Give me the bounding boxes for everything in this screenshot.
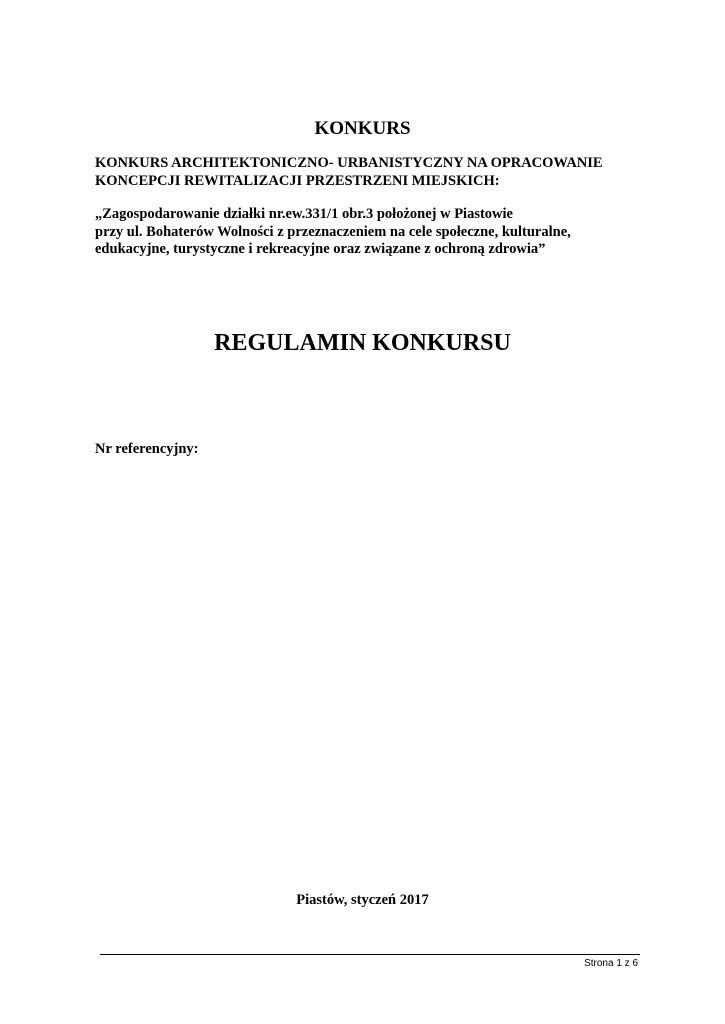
subject-line: przy ul. Bohaterów Wolności z przeznaczeniem na cele społeczne, kulturalne, (95, 223, 571, 240)
subtitle-line: KONKURS ARCHITEKTONICZNO- URBANISTYCZNY NA OPRACOWANIE (95, 155, 603, 171)
subtitle-line: KONCEPCJI REWITALIZACJI PRZESTRZENI MIEJSKICH: (95, 173, 500, 189)
competition-subtitle (95, 154, 655, 190)
document-title: REGULAMIN KONKURSU (214, 330, 511, 356)
subject-line: edukacyjne, turystyczne i rekreacyjne oraz związane z ochroną zdrowia” (95, 241, 546, 257)
competition-subject (95, 206, 675, 259)
footer-divider (100, 954, 640, 955)
reference-number-label: Nr referencyjny: (95, 441, 199, 457)
place-and-date: Piastów, styczeń 2017 (296, 892, 429, 908)
page-number: Strona 1 z 6 (584, 958, 638, 969)
document-heading: KONKURS (314, 118, 411, 139)
subject-line: „Zagospodarowanie działki nr.ew.331/1 obr.3 położonej w Piastowie (95, 206, 513, 222)
